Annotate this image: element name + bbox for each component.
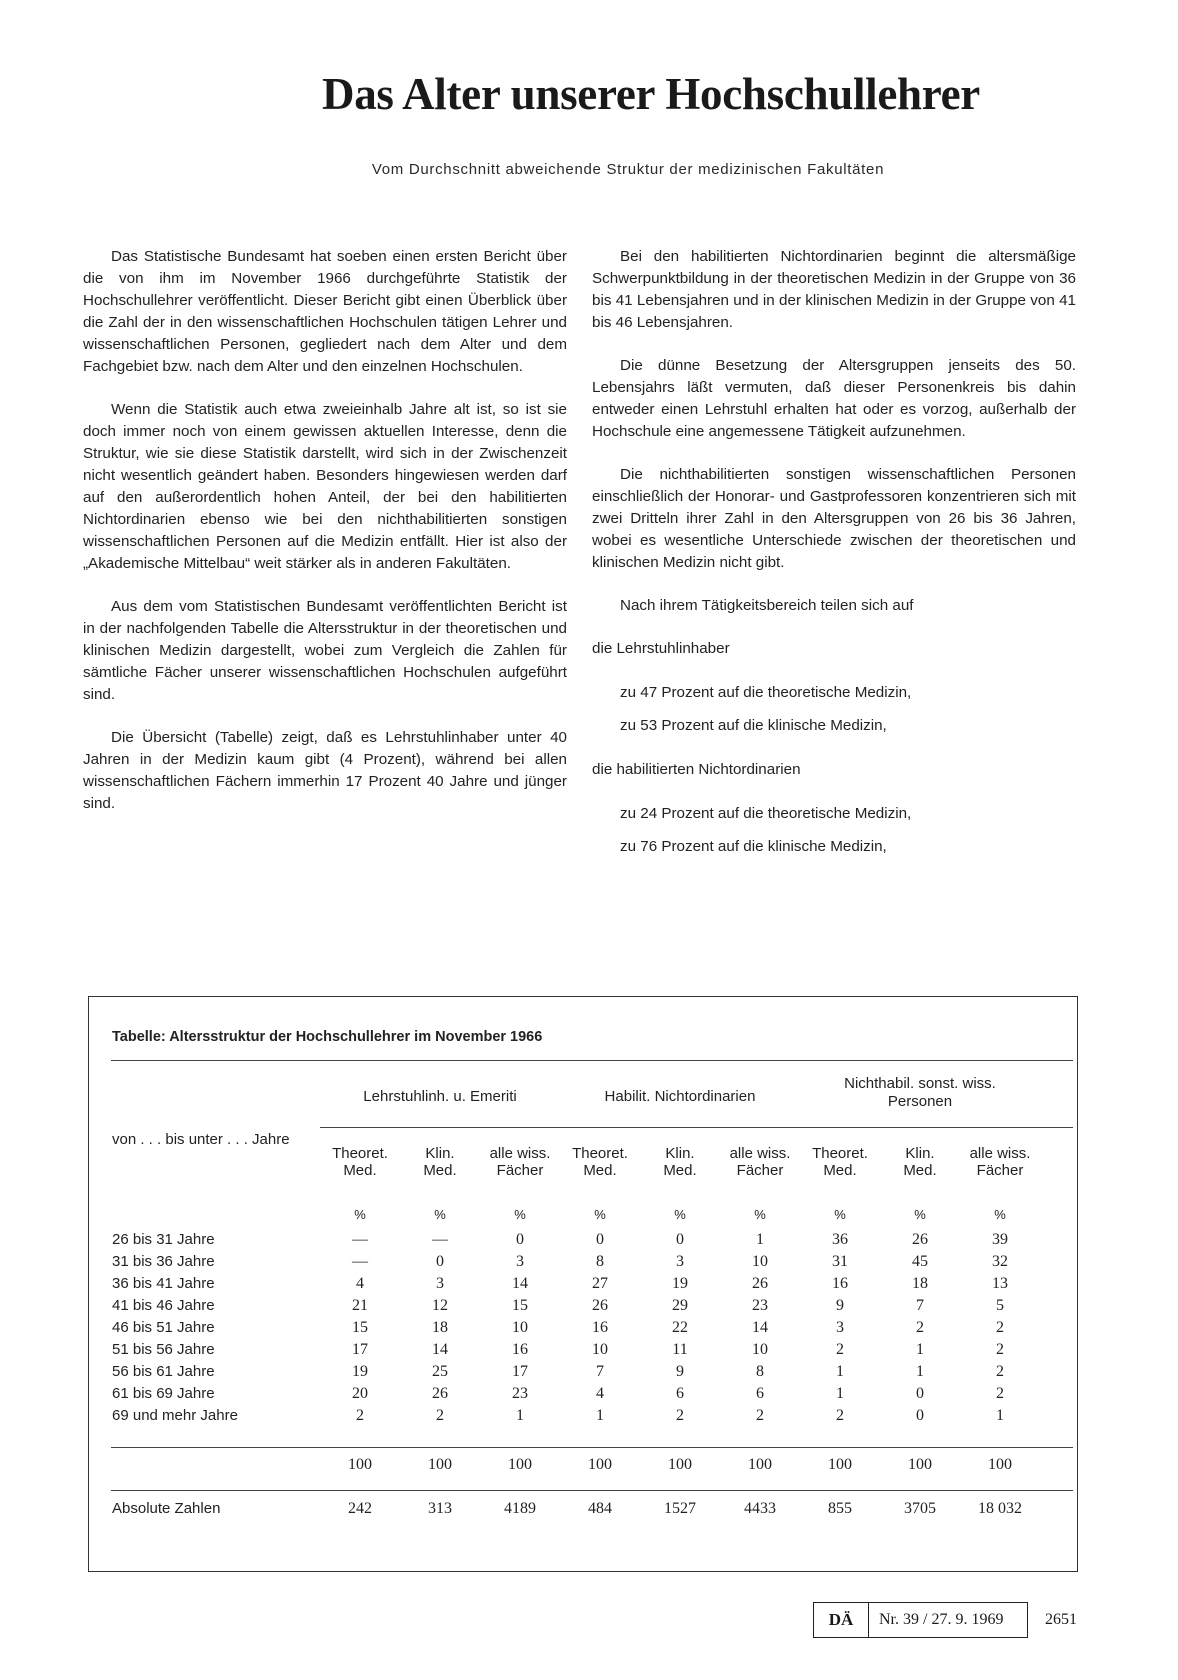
table-cell: 21 — [352, 1297, 368, 1314]
subcolumn-header-line: alle wiss. — [969, 1145, 1031, 1162]
table-row — [89, 1385, 1077, 1407]
row-label: 41 bis 46 Jahre — [112, 1297, 215, 1314]
table-cell: 7 — [596, 1363, 604, 1380]
table-cell: 855 — [828, 1500, 852, 1517]
table-cell: 15 — [352, 1319, 368, 1336]
table-cell: 2 — [676, 1407, 684, 1424]
table-cell: 32 — [992, 1253, 1008, 1270]
paragraph: Das Statistische Bundesamt hat soeben einen ersten Bericht über die von ihm im November 1966 durchgeführte Statistik der Hochschullehrer veröffentlicht. Dieser Bericht gibt einen Überblick über die Zahl der in den wissenschaftlichen Hochschulen tätigen Lehrer und wissenschaftlichen Personen, gegliedert nach dem Alter und dem Fachgebiet bzw. nach dem Alter und den einzelnen Hochschulen. — [83, 248, 567, 375]
table-cell: 1527 — [664, 1500, 696, 1517]
table-cell: 22 — [672, 1319, 688, 1336]
table-cell: 0 — [596, 1231, 604, 1248]
table-cell: 1 — [916, 1363, 924, 1380]
table-cell: 2 — [996, 1385, 1004, 1402]
subcolumn-header-line: Med. — [663, 1162, 697, 1179]
row-label: 56 bis 61 Jahre — [112, 1363, 215, 1380]
subcolumn-header — [480, 1145, 560, 1179]
list-heading: die habilitierten Nichtordinarien — [592, 761, 801, 778]
subcolumn-header — [800, 1145, 880, 1179]
table-row — [89, 1231, 1077, 1253]
table-cell: 19 — [672, 1275, 688, 1292]
table-cell: 100 — [908, 1456, 932, 1473]
table-row — [89, 1407, 1077, 1429]
unit-label: % — [834, 1207, 846, 1222]
table-cell: 4433 — [744, 1500, 776, 1517]
table-cell: 0 — [436, 1253, 444, 1270]
article-subtitle: Vom Durchschnitt abweichende Struktur der medizinischen Fakultäten — [371, 161, 885, 178]
subcolumn-header-line: Klin. — [425, 1145, 455, 1162]
table-cell: 100 — [588, 1456, 612, 1473]
table-cell: 39 — [992, 1231, 1008, 1248]
table-cell: 5 — [996, 1297, 1004, 1314]
paragraph: Die Übersicht (Tabelle) zeigt, daß es Lehrstuhlinhaber unter 40 Jahren in der Medizin kaum gibt (4 Prozent), während bei allen wissenschaftlichen Fächern immerhin 17 Prozent 40 Jahre und jünger sind. — [83, 729, 567, 812]
table-cell: 10 — [592, 1341, 608, 1358]
group-header-line: Nichthabil. sonst. wiss. — [844, 1075, 996, 1092]
list-item: zu 47 Prozent auf die theoretische Medizin, — [620, 684, 912, 701]
unit-label: % — [434, 1207, 446, 1222]
subcolumn-header-line: alle wiss. — [729, 1145, 791, 1162]
table-cell: 26 — [432, 1385, 448, 1402]
subcolumn-header-line: Fächer — [736, 1162, 784, 1179]
table-caption: Tabelle: Altersstruktur der Hochschullehrer im November 1966 — [112, 1029, 543, 1045]
table-cell: — — [352, 1231, 368, 1248]
table-cell: 17 — [512, 1363, 528, 1380]
unit-label: % — [514, 1207, 526, 1222]
table-cell: 100 — [828, 1456, 852, 1473]
subcolumn-header — [320, 1145, 400, 1179]
table-cell: 3 — [676, 1253, 684, 1270]
table-cell: 3 — [836, 1319, 844, 1336]
subcolumn-header-line: Klin. — [665, 1145, 695, 1162]
subcolumn-header-line: Fächer — [496, 1162, 544, 1179]
table-cell: 1 — [516, 1407, 524, 1424]
paragraph: Die dünne Besetzung der Altersgruppen jenseits des 50. Lebensjahrs läßt vermuten, daß dieser Personenkreis bis dahin entweder einen Lehrstuhl erhalten hat oder es vorzog, außerhalb der Hochschule eine angemessene Tätigkeit aufzunehmen. — [592, 357, 1076, 440]
subcolumn-header-line: alle wiss. — [489, 1145, 551, 1162]
table-cell: 2 — [756, 1407, 764, 1424]
table-cell: 4189 — [504, 1500, 536, 1517]
table-cell: 23 — [512, 1385, 528, 1402]
table-cell: 3705 — [904, 1500, 936, 1517]
issue-info: Nr. 39 / 27. 9. 1969 — [879, 1611, 1004, 1628]
table-cell: 27 — [592, 1275, 608, 1292]
age-structure-table — [88, 996, 1078, 1572]
article-column-left — [83, 246, 567, 836]
table-cell: 31 — [832, 1253, 848, 1270]
table-cell: 1 — [836, 1363, 844, 1380]
table-cell: 14 — [432, 1341, 448, 1358]
table-cell: 9 — [836, 1297, 844, 1314]
table-cell: 36 — [832, 1231, 848, 1248]
table-cell: 2 — [996, 1319, 1004, 1336]
table-rule — [111, 1490, 1073, 1491]
table-cell: 14 — [512, 1275, 528, 1292]
unit-label: % — [594, 1207, 606, 1222]
table-cell: 8 — [596, 1253, 604, 1270]
table-cell: 13 — [992, 1275, 1008, 1292]
table-row — [89, 1275, 1077, 1297]
subcolumn-header-line: Fächer — [976, 1162, 1024, 1179]
table-cell: 242 — [348, 1500, 372, 1517]
table-cell: 10 — [752, 1253, 768, 1270]
table-cell: 100 — [988, 1456, 1012, 1473]
group-header-non-habilitated — [800, 1075, 1040, 1111]
paragraph: Wenn die Statistik auch etwa zweieinhalb Jahre alt ist, so ist sie doch immer noch von einem gewissen aktuellen Interesse, denn die Struktur, wie sie diese Statistik darstellt, wird sich in der Zwischenzeit nicht wesentlich geändert haben. Besonders hingewiesen werden darf auf den außerordentlich hohen Anteil, der bei den habilitierten Nichtordinarien ebenso wie bei den nichthabilitierten sonstigen wissenschaftlichen Personen auf die Medizin entfällt. Hier ist also der „Akademische Mittelbau“ weit stärker als in anderen Fakultäten. — [83, 401, 567, 572]
table-row — [89, 1319, 1077, 1341]
table-cell: 29 — [672, 1297, 688, 1314]
table-cell: 14 — [752, 1319, 768, 1336]
table-cell: 100 — [428, 1456, 452, 1473]
table-cell: 0 — [676, 1231, 684, 1248]
table-cell: 2 — [916, 1319, 924, 1336]
subcolumn-header-line: Theoret. — [332, 1145, 388, 1162]
subcolumn-header-line: Med. — [823, 1162, 857, 1179]
paragraph: Nach ihrem Tätigkeitsbereich teilen sich auf — [620, 597, 914, 614]
subcolumn-header-line: Med. — [583, 1162, 617, 1179]
table-cell: 12 — [432, 1297, 448, 1314]
table-row-total — [89, 1456, 1077, 1478]
paragraph: Bei den habilitierten Nichtordinarien beginnt die altersmäßige Schwerpunktbildung in der theoretischen Medizin in der Gruppe von 36 bis 41 Lebensjahren und in der klinischen Medizin in der Gruppe von 41 bis 46 Lebensjahren. — [592, 248, 1076, 331]
unit-label: % — [994, 1207, 1006, 1222]
table-cell: 100 — [668, 1456, 692, 1473]
subcolumn-header-line: Theoret. — [812, 1145, 868, 1162]
table-row — [89, 1297, 1077, 1319]
table-cell: 2 — [356, 1407, 364, 1424]
subcolumn-header-line: Med. — [343, 1162, 377, 1179]
table-cell: 2 — [836, 1341, 844, 1358]
stub-header: von . . . bis unter . . . Jahre — [112, 1131, 290, 1148]
table-cell: 1 — [596, 1407, 604, 1424]
table-cell: — — [352, 1253, 368, 1270]
table-cell: 1 — [916, 1341, 924, 1358]
table-rule — [320, 1127, 1073, 1128]
table-cell: 16 — [832, 1275, 848, 1292]
subcolumn-header-line: Med. — [903, 1162, 937, 1179]
table-cell: 45 — [912, 1253, 928, 1270]
table-cell: 23 — [752, 1297, 768, 1314]
table-cell: 10 — [752, 1341, 768, 1358]
row-label: 51 bis 56 Jahre — [112, 1341, 215, 1358]
table-cell: 2 — [996, 1341, 1004, 1358]
table-cell: 313 — [428, 1500, 452, 1517]
unit-label: % — [914, 1207, 926, 1222]
table-cell: 1 — [836, 1385, 844, 1402]
table-cell: 11 — [672, 1341, 688, 1358]
table-cell: 9 — [676, 1363, 684, 1380]
journal-footer — [813, 1602, 1028, 1638]
row-label: 69 und mehr Jahre — [112, 1407, 238, 1424]
table-cell: 484 — [588, 1500, 612, 1517]
subcolumn-header-line: Med. — [423, 1162, 457, 1179]
unit-label: % — [754, 1207, 766, 1222]
journal-logo: DÄ — [814, 1603, 869, 1637]
table-cell: 0 — [916, 1407, 924, 1424]
table-cell: 16 — [592, 1319, 608, 1336]
table-cell: 2 — [836, 1407, 844, 1424]
table-cell: 3 — [516, 1253, 524, 1270]
list-item: zu 24 Prozent auf die theoretische Medizin, — [620, 805, 912, 822]
table-cell: 0 — [916, 1385, 924, 1402]
table-cell: 4 — [356, 1275, 364, 1292]
table-cell: 20 — [352, 1385, 368, 1402]
table-cell: 100 — [508, 1456, 532, 1473]
list-item: zu 53 Prozent auf die klinische Medizin, — [620, 717, 887, 734]
table-cell: 18 — [432, 1319, 448, 1336]
table-cell: 4 — [596, 1385, 604, 1402]
subcolumn-header — [880, 1145, 960, 1179]
table-cell: 25 — [432, 1363, 448, 1380]
table-cell: 26 — [592, 1297, 608, 1314]
table-row-absolute — [89, 1500, 1077, 1522]
table-cell: 26 — [912, 1231, 928, 1248]
table-row — [89, 1363, 1077, 1385]
table-cell: 19 — [352, 1363, 368, 1380]
article-column-right — [592, 246, 1076, 869]
subcolumn-header — [960, 1145, 1040, 1179]
table-rule — [111, 1447, 1073, 1448]
table-rule — [111, 1060, 1073, 1061]
row-label: 61 bis 69 Jahre — [112, 1385, 215, 1402]
table-cell: 18 032 — [978, 1500, 1022, 1517]
table-cell: 10 — [512, 1319, 528, 1336]
subcolumn-header-line: Theoret. — [572, 1145, 628, 1162]
table-cell: 0 — [516, 1231, 524, 1248]
table-row — [89, 1341, 1077, 1363]
table-cell: 2 — [436, 1407, 444, 1424]
table-cell: 6 — [676, 1385, 684, 1402]
table-cell: 100 — [348, 1456, 372, 1473]
page-number: 2651 — [1045, 1611, 1077, 1628]
subcolumn-header — [720, 1145, 800, 1179]
row-label: 26 bis 31 Jahre — [112, 1231, 215, 1248]
row-label: Absolute Zahlen — [112, 1500, 221, 1517]
table-cell: 100 — [748, 1456, 772, 1473]
table-cell: 3 — [436, 1275, 444, 1292]
group-header-habilitated: Habilit. Nichtordinarien — [604, 1088, 756, 1105]
row-label: 36 bis 41 Jahre — [112, 1275, 215, 1292]
table-cell: — — [432, 1231, 448, 1248]
table-row — [89, 1253, 1077, 1275]
row-label: 46 bis 51 Jahre — [112, 1319, 215, 1336]
table-cell: 18 — [912, 1275, 928, 1292]
subcolumn-header-line: Klin. — [905, 1145, 935, 1162]
article-title: Das Alter unserer Hochschullehrer — [322, 69, 980, 119]
table-cell: 16 — [512, 1341, 528, 1358]
table-cell: 1 — [756, 1231, 764, 1248]
subcolumn-header — [560, 1145, 640, 1179]
table-cell: 1 — [996, 1407, 1004, 1424]
paragraph: Die nichthabilitierten sonstigen wissenschaftlichen Personen einschließlich der Honorar- und Gastprofessoren konzentrieren sich mit zwei Dritteln ihrer Zahl in den Altersgruppen von 26 bis 36 Jahren, wobei es wesentliche Unterschiede zwischen der theoretischen und klinischen Medizin nicht gibt. — [592, 466, 1076, 571]
table-cell: 8 — [756, 1363, 764, 1380]
unit-label: % — [674, 1207, 686, 1222]
table-cell: 7 — [916, 1297, 924, 1314]
unit-label: % — [354, 1207, 366, 1222]
table-cell: 17 — [352, 1341, 368, 1358]
group-header-line: Personen — [887, 1093, 953, 1110]
table-cell: 15 — [512, 1297, 528, 1314]
table-cell: 26 — [752, 1275, 768, 1292]
list-heading: die Lehrstuhlinhaber — [592, 640, 730, 657]
subcolumn-header — [400, 1145, 480, 1179]
list-item: zu 76 Prozent auf die klinische Medizin, — [620, 838, 887, 855]
group-header-chairholders: Lehrstuhlinh. u. Emeriti — [363, 1088, 517, 1105]
paragraph: Aus dem vom Statistischen Bundesamt veröffentlichten Bericht ist in der nachfolgenden Tabelle die Altersstruktur in der theoretischen und klinischen Medizin dargestellt, wobei zum Vergleich die Zahlen für sämtliche Fächer unserer wissenschaftlichen Hochschulen aufgeführt sind. — [83, 598, 567, 703]
row-label: 31 bis 36 Jahre — [112, 1253, 215, 1270]
table-cell: 2 — [996, 1363, 1004, 1380]
subcolumn-header — [640, 1145, 720, 1179]
table-cell: 6 — [756, 1385, 764, 1402]
